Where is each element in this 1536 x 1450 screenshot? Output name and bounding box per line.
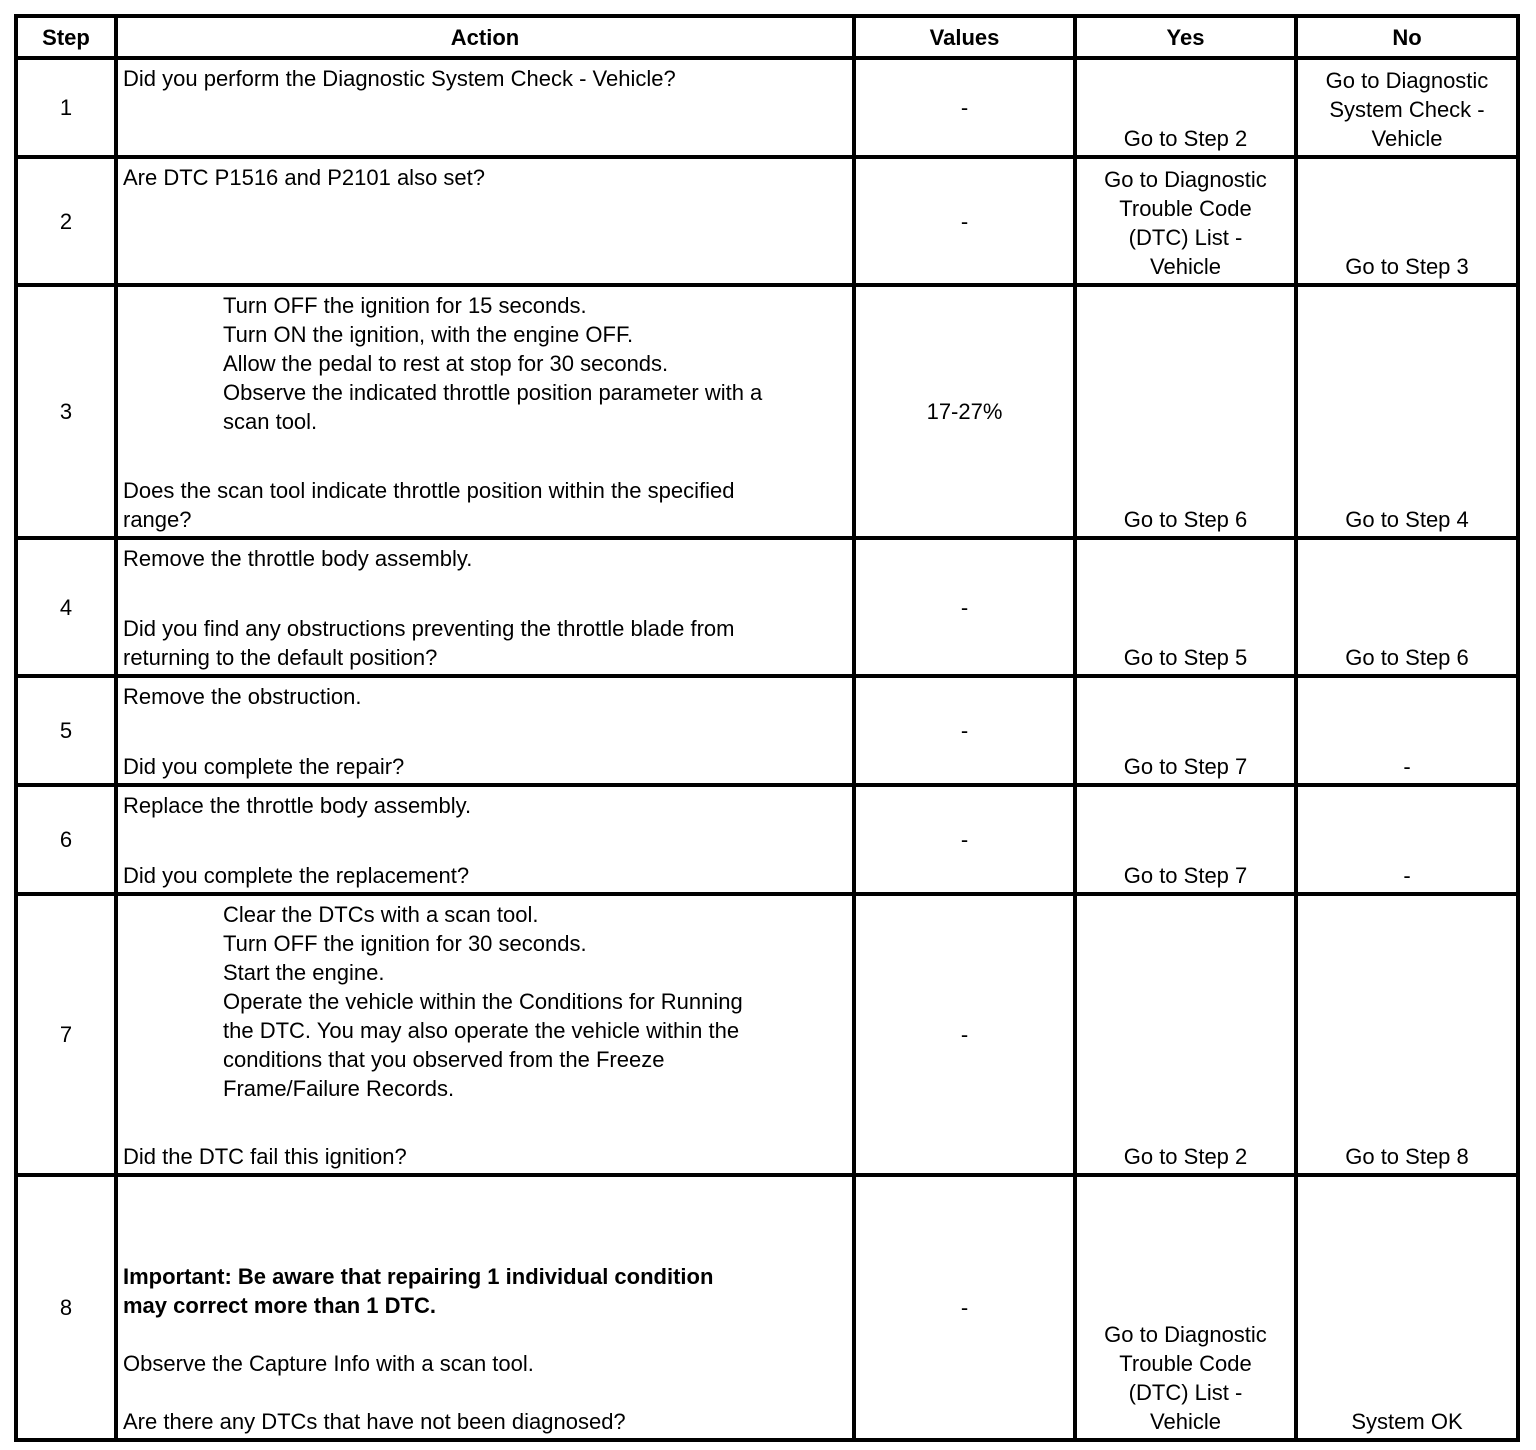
question-text [123,476,848,534]
action-cell [116,894,854,1175]
substep: Operate the vehicle within the Conditions for Running [223,989,743,1014]
yes-line: Go to Step 6 [1123,507,1248,532]
action-cell [116,157,854,285]
no-line: Go to Step 4 [1345,507,1469,532]
value-cell: - [854,785,1075,894]
question-text: Did you complete the replacement? [123,863,470,888]
table-row [16,676,1518,785]
yes-line: Trouble Code [1119,1351,1252,1376]
no-cell [1296,676,1518,785]
yes-cell [1075,1175,1296,1440]
substep: Frame/Failure Records. [223,1076,455,1101]
yes-cell [1075,894,1296,1175]
table-row [16,58,1518,157]
question-text [123,614,848,672]
no-cell [1296,894,1518,1175]
table-row [16,785,1518,894]
table-row [16,157,1518,285]
yes-line: Go to Step 7 [1123,754,1248,779]
value-cell: - [854,1175,1075,1440]
instruction-text: Remove the throttle body assembly. [123,546,473,571]
yes-line: Go to Diagnostic [1104,167,1267,192]
substep: the DTC. You may also operate the vehicle within the [223,1018,740,1043]
yes-cell [1075,676,1296,785]
question-text: Did you perform the Diagnostic System Check - Vehicle? [123,66,676,91]
no-line: - [1403,863,1411,888]
substep: Turn ON the ignition, with the engine OFF. [223,322,634,347]
substep: Start the engine. [223,960,385,985]
yes-cell [1075,58,1296,157]
no-line: Vehicle [1371,126,1443,151]
yes-line: Go to Step 5 [1123,645,1248,670]
header-no: No [1296,16,1518,58]
yes-line: (DTC) List - [1128,1380,1243,1405]
value-cell: - [854,894,1075,1175]
yes-line: Go to Diagnostic [1104,1322,1267,1347]
value-cell: - [854,676,1075,785]
no-cell [1296,785,1518,894]
table-row [16,538,1518,676]
no-cell [1296,1175,1518,1440]
table-row [16,894,1518,1175]
instruction-text: Remove the obstruction. [123,684,362,709]
yes-cell [1075,785,1296,894]
question-text: Are there any DTCs that have not been diagnosed? [123,1409,626,1434]
action-cell [116,58,854,157]
header-step: Step [16,16,116,58]
substep: Turn OFF the ignition for 15 seconds. [223,293,587,318]
substep-list [123,291,848,436]
value-cell: - [854,538,1075,676]
step-number: 1 [16,58,116,157]
yes-cell [1075,157,1296,285]
yes-cell [1075,285,1296,538]
question-text: Did the DTC fail this ignition? [123,1144,407,1169]
no-line: Go to Step 6 [1345,645,1469,670]
value-cell: - [854,157,1075,285]
no-line: Go to Step 3 [1345,254,1469,279]
yes-line: Vehicle [1150,254,1221,279]
action-cell [116,285,854,538]
question-line: range? [123,507,192,532]
table-row [16,285,1518,538]
no-line: Go to Step 8 [1345,1144,1469,1169]
no-cell [1296,157,1518,285]
value-cell: - [854,58,1075,157]
question-text: Did you complete the repair? [123,754,405,779]
step-number: 6 [16,785,116,894]
value-cell: 17-27% [854,285,1075,538]
step-number: 7 [16,894,116,1175]
yes-cell [1075,538,1296,676]
diagnostic-table [14,14,1520,1442]
question-text: Are DTC P1516 and P2101 also set? [123,165,486,190]
no-line: Go to Diagnostic [1325,68,1489,93]
instruction-text: Replace the throttle body assembly. [123,793,472,818]
action-cell [116,785,854,894]
important-line: Important: Be aware that repairing 1 individual condition [123,1264,714,1289]
action-cell [116,538,854,676]
important-line: may correct more than 1 DTC. [123,1293,436,1318]
step-number: 4 [16,538,116,676]
question-line: Did you find any obstructions preventing the throttle blade from [123,616,735,641]
header-row [16,16,1518,58]
substep: scan tool. [223,409,318,434]
instruction-text: Observe the Capture Info with a scan tool. [123,1351,534,1376]
step-number: 2 [16,157,116,285]
substep: conditions that you observed from the Freeze [223,1047,665,1072]
yes-line: Go to Step 2 [1123,1144,1248,1169]
step-number: 5 [16,676,116,785]
table-row [16,1175,1518,1440]
header-values: Values [854,16,1075,58]
question-line: Does the scan tool indicate throttle position within the specified [123,478,735,503]
yes-line: Go to Step 7 [1123,863,1248,888]
substep: Clear the DTCs with a scan tool. [223,902,539,927]
no-cell [1296,285,1518,538]
yes-line: Vehicle [1150,1409,1221,1434]
no-cell [1296,538,1518,676]
yes-line: Trouble Code [1119,196,1252,221]
substep: Observe the indicated throttle position parameter with a [223,380,763,405]
action-cell [116,676,854,785]
step-number: 8 [16,1175,116,1440]
substep: Turn OFF the ignition for 30 seconds. [223,931,587,956]
important-note [123,1262,848,1320]
substep-list [123,900,848,1103]
substep: Allow the pedal to rest at stop for 30 seconds. [223,351,669,376]
yes-line: (DTC) List - [1128,225,1243,250]
no-cell [1296,58,1518,157]
no-line: System Check - [1329,97,1485,122]
no-line: - [1403,754,1411,779]
action-cell [116,1175,854,1440]
header-action: Action [116,16,854,58]
no-line: System OK [1351,1409,1463,1434]
yes-line: Go to Step 2 [1123,126,1248,151]
step-number: 3 [16,285,116,538]
header-yes: Yes [1075,16,1296,58]
question-line: returning to the default position? [123,645,438,670]
